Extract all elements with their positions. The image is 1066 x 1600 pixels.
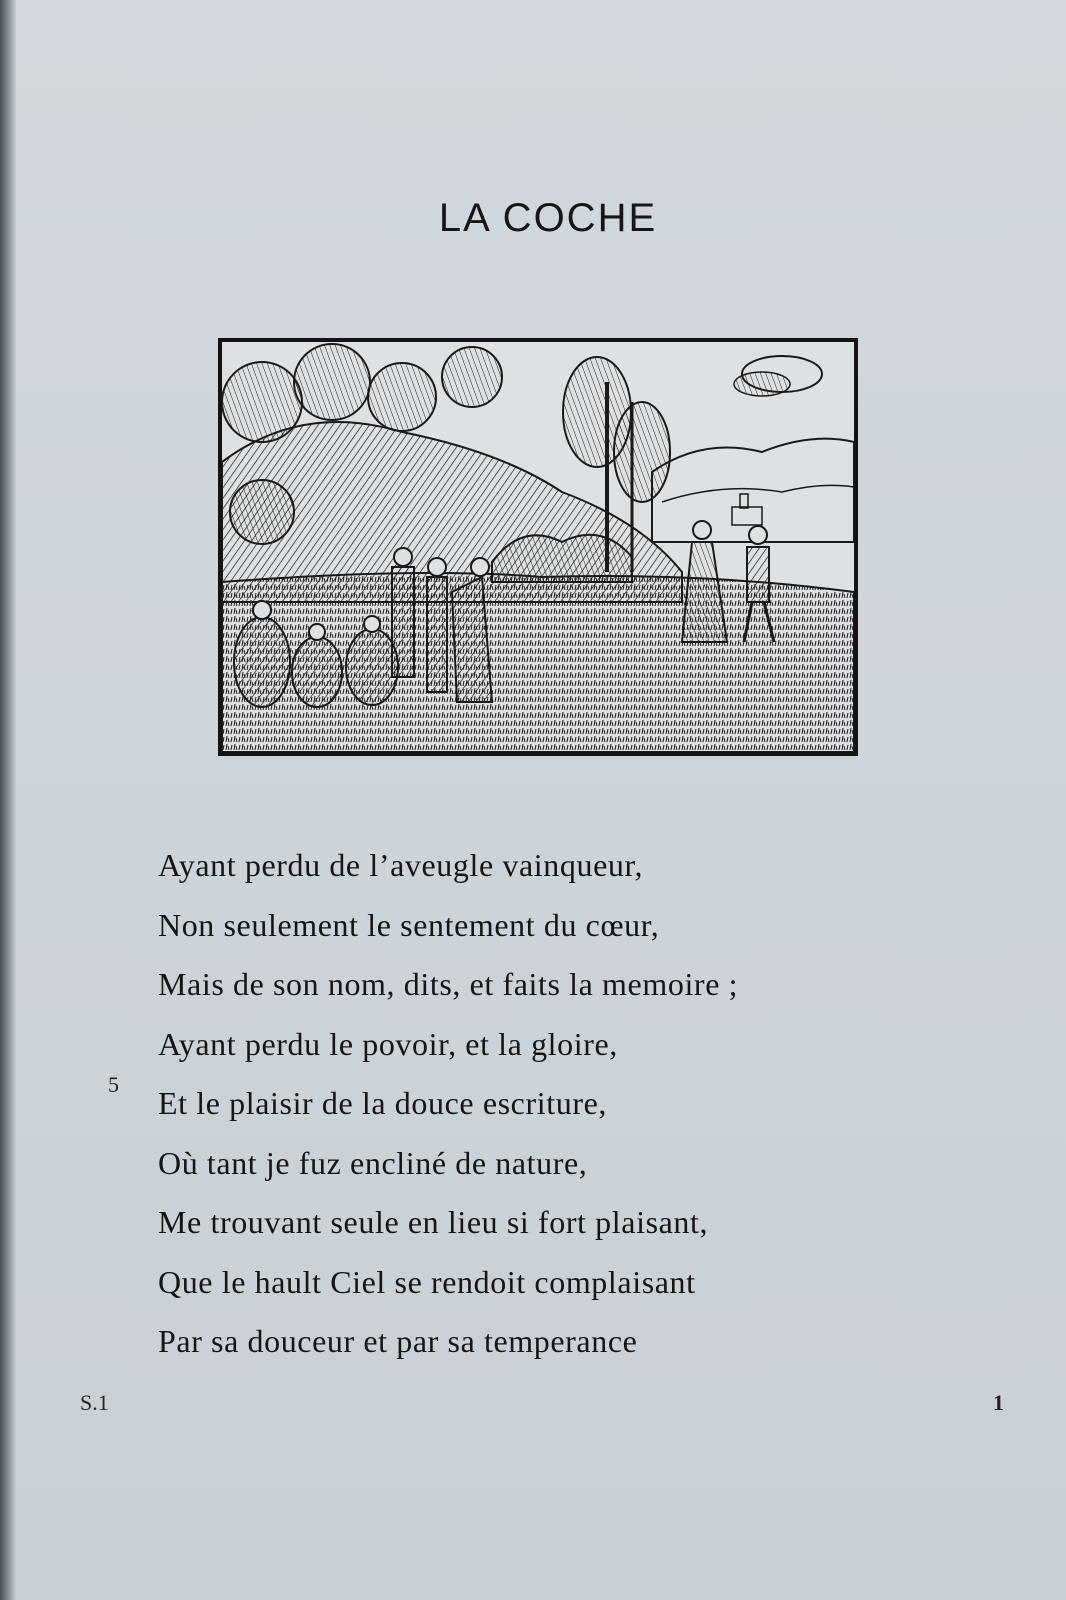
verse-line: Me trouvant seule en lieu si fort plaisant, [158,1204,709,1240]
verse-line: Où tant je fuz encliné de nature, [158,1144,588,1181]
page-title: LA COCHE [438,196,658,240]
printer-signature-mark: S.1 [80,1390,109,1415]
verse-line: Et le plaisir de la douce escriture, [158,1085,607,1121]
verse-line: Mais de son nom, dits, et faits la memoire ; [158,966,739,1002]
verse-line: Ayant perdu le povoir, et la gloire, [158,1025,618,1062]
verse-line: Que le hault Ciel se rendoit complaisant [158,1263,696,1300]
verse-line-number: 5 [108,1072,119,1097]
verse-line: Ayant perdu de l’aveugle vainqueur, [158,847,644,883]
verse-line: Par sa douceur et par sa temperance [158,1323,638,1359]
verse-line: Non seulement le sentement du cœur, [158,906,660,943]
pastoral-woodcut-icon [222,342,854,752]
page-number: 1 [993,1390,1004,1415]
woodcut-illustration [218,338,858,756]
poem-verses [158,836,738,1372]
